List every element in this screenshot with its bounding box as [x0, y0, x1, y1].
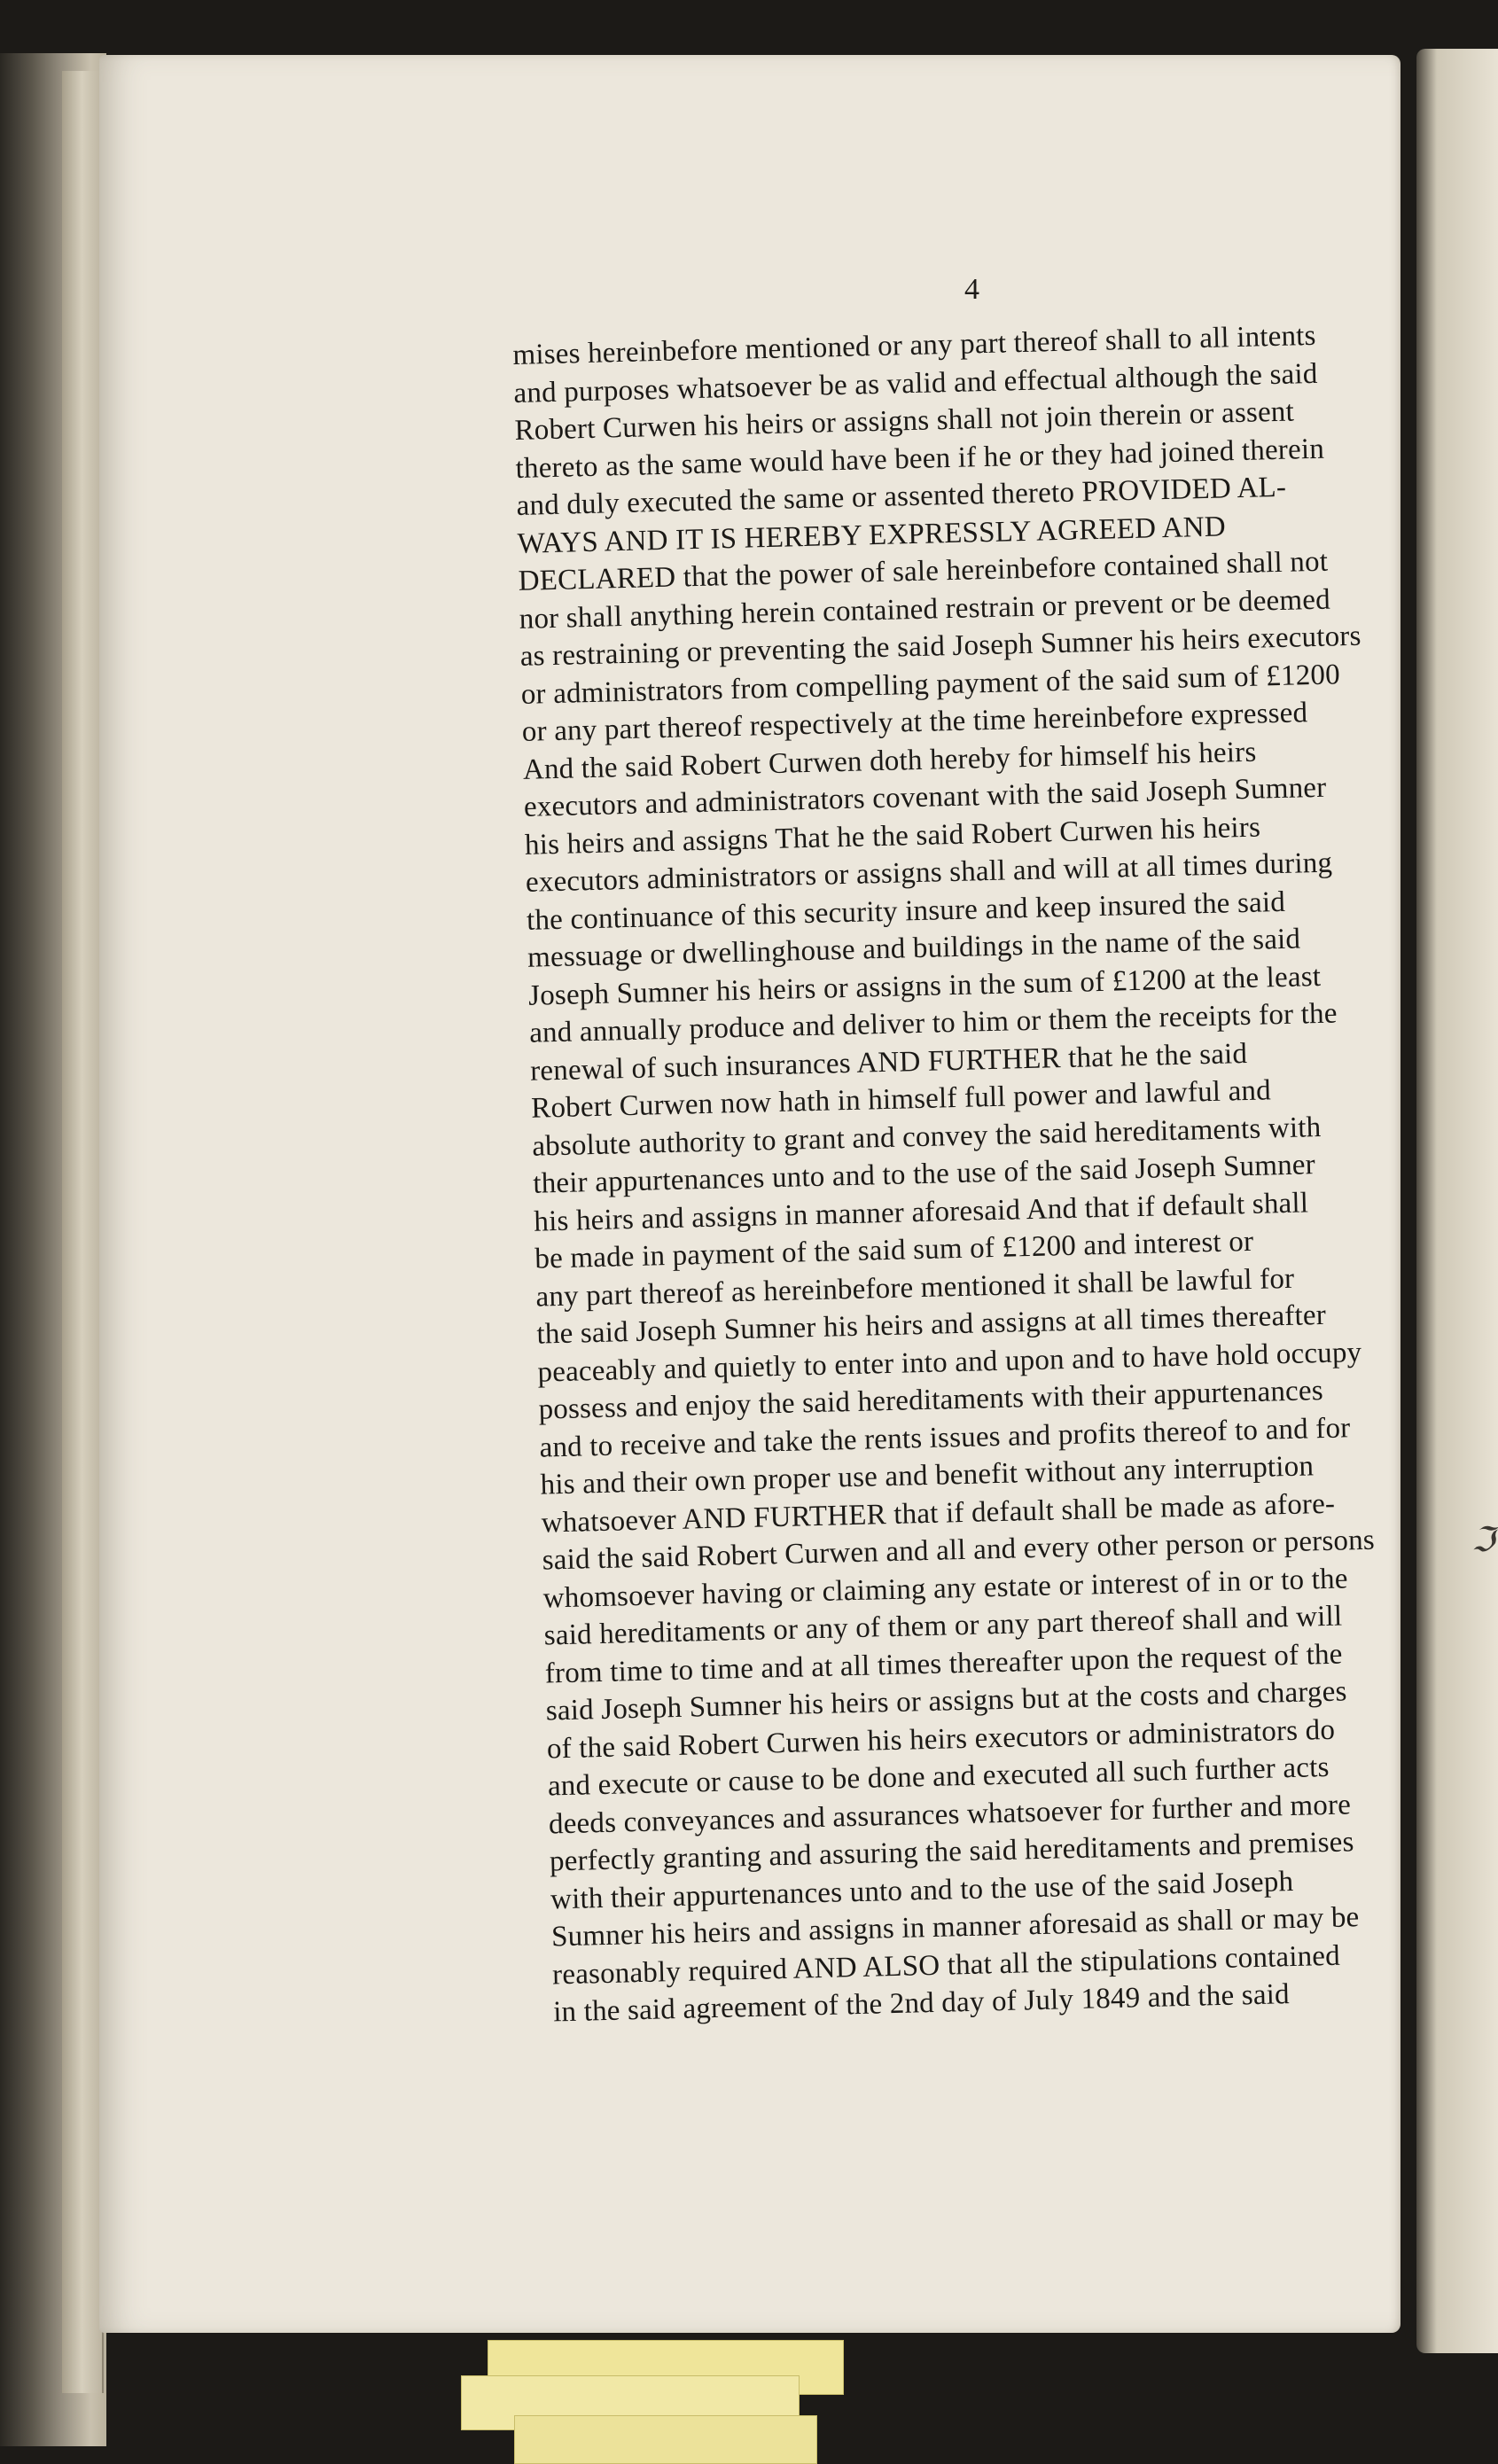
text-line: and execute or cause to be done and executed all such further acts [547, 1751, 1330, 1803]
text-line: said Joseph Sumner his heirs or assigns but at the costs and charges [545, 1675, 1347, 1727]
text-line: whatsoever AND FURTHER that if default shall be made as afore- [541, 1487, 1336, 1540]
text-line: with their appurtenances unto and to the use of the said Joseph [550, 1865, 1294, 1915]
text-line: mises hereinbefore mentioned or any part thereof shall to all intents [512, 319, 1317, 371]
text-line: whomsoever having or claiming any estate or interest of in or to the [542, 1562, 1348, 1615]
text-line: perfectly granting and assuring the said hereditaments and premises [549, 1826, 1355, 1878]
text-line: the said Joseph Sumner his heirs and assigns at all times thereafter [536, 1298, 1327, 1351]
text-line: or any part thereof respectively at the time hereinbefore expressed [521, 697, 1308, 748]
text-line: Robert Curwen now hath in himself full power and lawful and [530, 1074, 1272, 1125]
text-line: Sumner his heirs and assigns in manner aforesaid as shall or may be [550, 1901, 1360, 1953]
facing-page-handwriting: ℑ [1471, 1522, 1495, 1559]
text-line: their appurtenances unto and to the use of the said Joseph Sumner [532, 1149, 1316, 1200]
text-line: said hereditaments or any of them or any part thereof shall and will [543, 1600, 1343, 1652]
text-line: Robert Curwen his heirs or assigns shall not join therein or assent [514, 395, 1295, 447]
text-line: his heirs and assigns That he the said Robert Curwen his heirs [524, 811, 1261, 862]
text-line: in the said agreement of the 2nd day of July 1849 and the said [552, 1978, 1291, 2029]
text-line: renewal of such insurances AND FURTHER that he the said [529, 1037, 1248, 1088]
paper-tabs [461, 2340, 842, 2462]
yellow-tab [514, 2415, 817, 2464]
page-stack-edge [62, 71, 104, 2393]
text-line: and purposes whatsoever be as valid and effectual although the said [513, 357, 1318, 409]
text-line: of the said Robert Curwen his heirs executors or administrators do [546, 1713, 1336, 1766]
page-number: 4 [964, 273, 979, 306]
text-line: executors administrators or assigns shall and will at all times during [525, 846, 1333, 899]
text-line: and duly executed the same or assented thereto PROVIDED AL- [516, 471, 1287, 522]
text-line: reasonably required AND ALSO that all the stipulations contained [551, 1939, 1341, 1991]
text-line: thereto as the same would have been if he or they had joined therein [515, 433, 1325, 485]
text-line: any part thereof as hereinbefore mentioned it shall be lawful for [535, 1262, 1295, 1314]
text-line: DECLARED that the power of sale hereinbefore contained shall not [518, 545, 1329, 597]
text-line: said the said Robert Curwen and all and every other person or persons [542, 1524, 1376, 1577]
text-line: messuage or dwellinghouse and buildings in the name of the said [527, 923, 1301, 974]
text-line: be made in payment of the said sum of £1200 and interest or [534, 1225, 1254, 1275]
text-line: deeds conveyances and assurances whatsoever for further and more [548, 1788, 1352, 1840]
text-line: Joseph Sumner his heirs or assigns in the sum of £1200 at the least [527, 960, 1322, 1012]
text-line: his heirs and assigns in manner aforesaid And that if default shall [533, 1186, 1309, 1238]
text-line: and to receive and take the rents issues and profits thereof to and for [539, 1411, 1351, 1464]
text-line: his and their own proper use and benefit without any interruption [540, 1450, 1315, 1501]
text-line: or administrators from compelling payment of the said sum of £1200 [520, 658, 1341, 711]
text-line: from time to time and at all times thereafter upon the request of the [544, 1638, 1343, 1690]
text-line: peaceably and quietly to enter into and upon and to have hold occupy [537, 1336, 1362, 1389]
text-line: And the said Robert Curwen doth hereby for himself his heirs [522, 736, 1257, 786]
text-line: and annually produce and deliver to him or them the receipts for the [528, 997, 1338, 1049]
deed-body-text [512, 316, 1447, 2331]
text-line: executors and administrators covenant with the said Joseph Sumner [523, 771, 1327, 823]
text-line: WAYS AND IT IS HEREBY EXPRESSLY AGREED AND [517, 510, 1227, 560]
text-line: absolute authority to grant and convey the said hereditaments with [531, 1111, 1322, 1163]
text-line: nor shall anything herein contained restrain or prevent or be deemed [519, 583, 1331, 635]
text-line: the continuance of this security insure and keep insured the said [526, 885, 1286, 937]
text-line: possess and enjoy the said hereditaments with their appurtenances [538, 1375, 1324, 1426]
text-line: as restraining or preventing the said Joseph Sumner his heirs executors [519, 620, 1361, 673]
